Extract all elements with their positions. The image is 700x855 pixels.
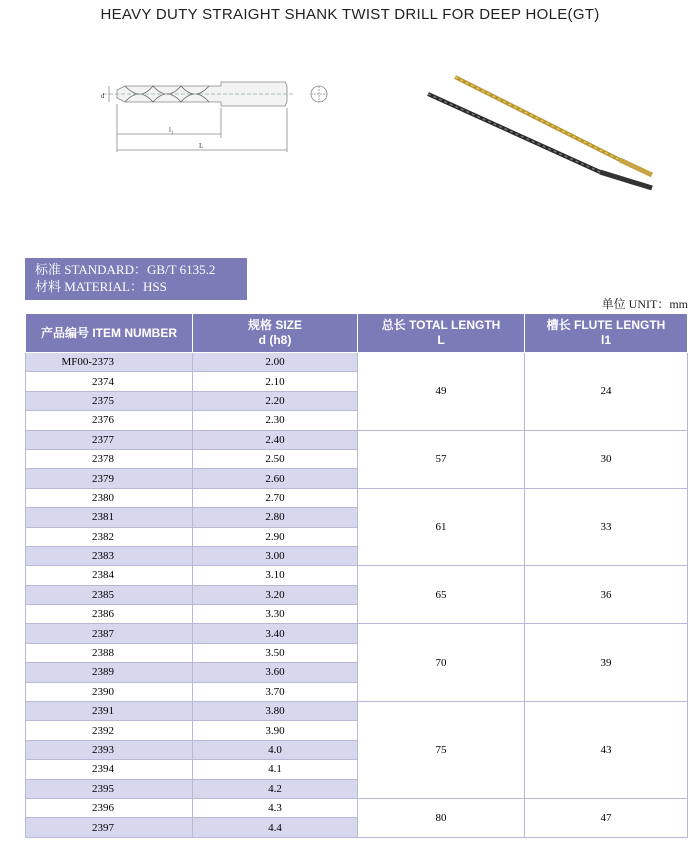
total-length-cell: 70 bbox=[358, 624, 525, 702]
size-cell: 2.20 bbox=[193, 391, 358, 410]
standard-line: 标准 STANDARD：GB/T 6135.2 bbox=[35, 262, 216, 277]
item-number-cell: 2388 bbox=[26, 643, 193, 662]
item-number-cell: 2374 bbox=[26, 372, 193, 391]
table-row bbox=[26, 353, 688, 372]
size-cell: 4.1 bbox=[193, 760, 358, 779]
flute-length-cell: 47 bbox=[525, 798, 688, 837]
header-total-length: 总长 TOTAL LENGTH L bbox=[358, 314, 525, 353]
item-number-cell: 2376 bbox=[26, 411, 193, 430]
size-cell: 3.40 bbox=[193, 624, 358, 643]
table-row bbox=[26, 798, 688, 817]
table-row bbox=[26, 430, 688, 449]
item-number-cell: 2378 bbox=[26, 449, 193, 468]
flute-length-cell: 24 bbox=[525, 353, 688, 431]
flute-length-cell: 36 bbox=[525, 566, 688, 624]
item-number-cell: 2380 bbox=[26, 488, 193, 507]
dim-d-label: d bbox=[101, 92, 105, 100]
size-cell: 2.00 bbox=[193, 353, 358, 372]
table-row bbox=[26, 702, 688, 721]
size-cell: 2.80 bbox=[193, 508, 358, 527]
material-line: 材料 MATERIAL：HSS bbox=[35, 279, 167, 294]
size-cell: 4.0 bbox=[193, 740, 358, 759]
table-row bbox=[26, 624, 688, 643]
total-length-cell: 75 bbox=[358, 702, 525, 799]
item-number-cell: 2381 bbox=[26, 508, 193, 527]
size-cell: 4.3 bbox=[193, 798, 358, 817]
flute-length-cell: 33 bbox=[525, 488, 688, 566]
flute-length-cell: 43 bbox=[525, 702, 688, 799]
item-number-cell: 2385 bbox=[26, 585, 193, 604]
item-number-cell: 2386 bbox=[26, 605, 193, 624]
size-cell: 3.10 bbox=[193, 566, 358, 585]
size-cell: 2.40 bbox=[193, 430, 358, 449]
total-length-cell: 80 bbox=[358, 798, 525, 837]
item-number-cell: 2392 bbox=[26, 721, 193, 740]
item-number-cell: 2377 bbox=[26, 430, 193, 449]
item-number-cell: 2387 bbox=[26, 624, 193, 643]
total-length-cell: 49 bbox=[358, 353, 525, 431]
item-number-cell: 2397 bbox=[26, 818, 193, 837]
item-number-cell: 2384 bbox=[26, 566, 193, 585]
total-length-cell: 65 bbox=[358, 566, 525, 624]
size-cell: 2.50 bbox=[193, 449, 358, 468]
item-number-cell: 2396 bbox=[26, 798, 193, 817]
size-cell: 3.00 bbox=[193, 546, 358, 565]
size-cell: 3.20 bbox=[193, 585, 358, 604]
flute-length-cell: 39 bbox=[525, 624, 688, 702]
dim-l1-label: l₁ bbox=[169, 126, 174, 134]
flute-length-cell: 30 bbox=[525, 430, 688, 488]
page-title: HEAVY DUTY STRAIGHT SHANK TWIST DRILL FOR DEEP HOLE(GT) bbox=[100, 6, 600, 23]
item-number-cell: 2390 bbox=[26, 682, 193, 701]
unit-label: 单位 UNIT：mm bbox=[601, 297, 688, 311]
table-header-row bbox=[26, 314, 688, 353]
header-flute-length: 槽长 FLUTE LENGTH l1 bbox=[525, 314, 688, 353]
item-number-cell: 2375 bbox=[26, 391, 193, 410]
size-cell: 2.30 bbox=[193, 411, 358, 430]
size-cell: 3.60 bbox=[193, 663, 358, 682]
item-number-cell: 2383 bbox=[26, 546, 193, 565]
item-number-cell: 2382 bbox=[26, 527, 193, 546]
size-cell: 2.90 bbox=[193, 527, 358, 546]
drill-product-photo bbox=[420, 72, 660, 192]
standard-info-box bbox=[25, 258, 247, 300]
item-number-cell: MF00-2373 bbox=[26, 353, 193, 372]
table-body bbox=[26, 353, 688, 838]
total-length-cell: 61 bbox=[358, 488, 525, 566]
header-size: 规格 SIZE d (h8) bbox=[193, 314, 358, 353]
size-cell: 3.90 bbox=[193, 721, 358, 740]
item-number-cell: 2395 bbox=[26, 779, 193, 798]
size-cell: 3.70 bbox=[193, 682, 358, 701]
size-cell: 2.60 bbox=[193, 469, 358, 488]
size-cell: 3.30 bbox=[193, 605, 358, 624]
item-number-cell: 2379 bbox=[26, 469, 193, 488]
drill-dimension-diagram bbox=[95, 72, 335, 162]
size-cell: 3.50 bbox=[193, 643, 358, 662]
header-item-number: 产品编号 ITEM NUMBER bbox=[26, 314, 193, 353]
size-cell: 4.2 bbox=[193, 779, 358, 798]
dim-L-label: L bbox=[199, 142, 204, 150]
table-row bbox=[26, 488, 688, 507]
item-number-cell: 2389 bbox=[26, 663, 193, 682]
item-number-cell: 2394 bbox=[26, 760, 193, 779]
table-row bbox=[26, 566, 688, 585]
total-length-cell: 57 bbox=[358, 430, 525, 488]
spec-table bbox=[25, 313, 688, 838]
item-number-cell: 2393 bbox=[26, 740, 193, 759]
size-cell: 3.80 bbox=[193, 702, 358, 721]
size-cell: 2.70 bbox=[193, 488, 358, 507]
size-cell: 4.4 bbox=[193, 818, 358, 837]
item-number-cell: 2391 bbox=[26, 702, 193, 721]
size-cell: 2.10 bbox=[193, 372, 358, 391]
